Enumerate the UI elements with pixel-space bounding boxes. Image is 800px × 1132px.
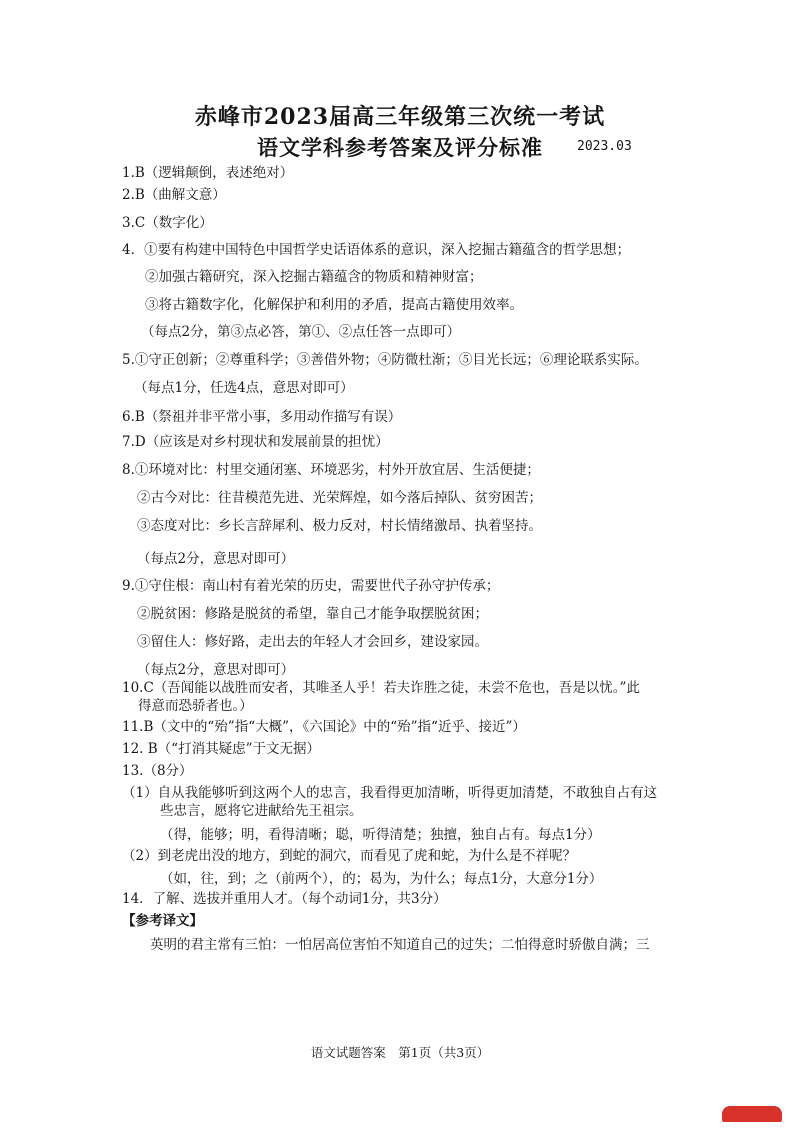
- scoring-note: （每点2分，意思对即可）: [137, 551, 295, 567]
- scoring-note: （每点2分，第③点必答，第①、②点任答一点即可）: [141, 324, 461, 340]
- answer-line: 5.①守正创新；②尊重科学；③善借外物；④防微杜渐；⑤目光长远；⑥理论联系实际。: [122, 352, 648, 368]
- document-title: 赤峰市2023届高三年级第三次统一考试: [194, 104, 606, 130]
- answer-line: 4．①要有构建中国特色中国哲学史话语体系的意识，深入挖掘古籍蕴含的哲学思想；: [122, 242, 631, 258]
- answer-line: 1.B（逻辑颠倒，表述绝对）: [122, 165, 294, 181]
- reference-translation-heading: 【参考译文】: [122, 913, 203, 929]
- document-subtitle: 语文学科参考答案及评分标准: [257, 135, 543, 160]
- scoring-note: （得，能够；明，看得清晰；聪，听得清楚；独擅，独自占有。每点1分）: [160, 827, 601, 843]
- corner-watermark-mark: [722, 1106, 782, 1122]
- answer-line: 2.B（曲解文意）: [122, 187, 226, 203]
- answer-line: ②脱贫困：修路是脱贫的希望，靠自己才能争取摆脱贫困；: [137, 606, 488, 622]
- answer-line: 8.①环境对比：村里交通闭塞、环境恶劣，村外开放宜居、生活便捷；: [122, 462, 540, 478]
- answer-line: 7.D（应该是对乡村现状和发展前景的担忧）: [122, 434, 389, 450]
- answer-line: （1）自从我能够听到这两个人的忠言，我看得更加清晰，听得更加清楚，不敢独自占有这: [122, 785, 658, 801]
- answer-line: 3.C（数字化）: [122, 215, 213, 231]
- document-date: 2023.03: [577, 139, 632, 154]
- answer-line: 14．了解、选拔并重用人才。（每个动词1分，共3分）: [122, 891, 447, 907]
- answer-line: （2）到老虎出没的地方，到蛇的洞穴，而看见了虎和蛇，为什么是不祥呢？: [122, 848, 577, 864]
- translation-line: 英明的君主常有三怕：一怕居高位害怕不知道自己的过失；二怕得意时骄傲自满；三: [150, 937, 650, 953]
- answer-line: 6.B（祭祖并非平常小事，多用动作描写有误）: [122, 409, 402, 425]
- answer-line: 9.①守住根：南山村有着光荣的历史，需要世代子孙守护传承；: [122, 578, 500, 594]
- answer-line: ②加强古籍研究，深入挖掘古籍蕴含的物质和精神财富；: [145, 269, 483, 285]
- answer-line: 13.（8分）: [122, 763, 193, 779]
- scoring-note: （每点2分，意思对即可）: [137, 662, 295, 678]
- answer-line: 10.C（吾闻能以战胜而安者，其唯圣人乎！若夫诈胜之徒，未尝不危也，吾是以忧。”此: [122, 680, 640, 696]
- page-footer: 语文试题答案 第1页（共3页）: [310, 1045, 490, 1060]
- answer-line: ③将古籍数字化，化解保护和利用的矛盾，提高古籍使用效率。: [145, 297, 523, 313]
- answer-line: 得意而恐骄者也。）: [138, 698, 253, 714]
- answer-line: ③留住人：修好路，走出去的年轻人才会回乡，建设家园。: [137, 634, 488, 650]
- answer-line: 些忠言，愿将它进献给先王祖宗。: [160, 803, 363, 819]
- answer-line: 11.B（文中的“殆”指“大概”，《六国论》中的“殆”指“近乎、接近”）: [122, 719, 526, 735]
- answer-line: ③态度对比：乡长言辞犀利、极力反对，村长情绪激昂、执着坚持。: [137, 518, 542, 534]
- scoring-note: （如，往，到；之（前两个），的；曷为，为什么；每点1分，大意分1分）: [160, 871, 603, 887]
- answer-line: 12. B（“打消其疑虑”于文无据）: [122, 741, 320, 757]
- scoring-note: （每点1分，任选4点，意思对即可）: [134, 380, 354, 396]
- answer-line: ②古今对比：往昔模范先进、光荣辉煌，如今落后掉队、贫穷困苦；: [137, 490, 542, 506]
